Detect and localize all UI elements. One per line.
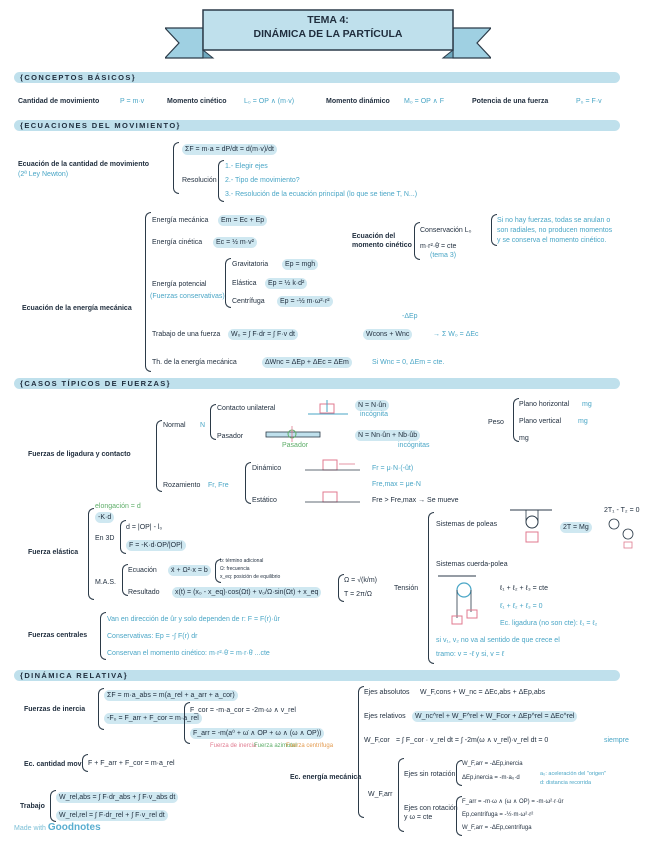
brace [225,258,231,308]
inercia-f2: -F₀ = F_arr + F_cor = m·a_rel [104,713,202,724]
normal-sym: N [200,422,206,429]
f-arr: F_arr = -m(a⁰ + ω̇ ∧ OP + ω ∧ (ω ∧ OP)) [190,728,324,739]
cp-nota-2: tramo: v = -ℓ̇ y si, v = ℓ̇ [436,651,504,658]
tension-label: Tensión [394,585,419,592]
ejes-absolutos: Ejes absolutos [364,689,410,696]
cuerda-polea: Sistemas cuerda-polea [436,561,508,568]
inercia-label: Fuerzas de inercia [24,706,86,713]
brace [50,790,56,822]
fuerzas-conservativas: (Fuerzas conservativas) [150,293,225,300]
dinamico-f2: Fre,max = μe·N [372,481,421,488]
ec-energia-label: Ecuación de la energía mecánica [22,305,132,312]
energia-mecanica-f: Em = Ec + Ep [218,215,267,226]
periodo-f1: Ω = √(k/m) [344,577,377,584]
brace [218,160,224,202]
estatico-f: Fre > Fre,max → Se mueve [372,497,459,504]
sin-rot-f1: W_F,arr = -ΔEp,inercia [462,761,523,767]
ec-cantidad-sub: (2ª Ley Newton) [18,171,69,178]
ec-momento-label [352,232,416,250]
siempre: siempre [604,737,629,744]
friction-dynamic-diagram [305,454,360,476]
wcor-f: = ∫ F_cor · v_rel dt = ∫ -2m(ω ∧ v_rel)·v_rel dt = 0 [396,737,549,744]
elongacion: elongación = d [95,503,141,510]
cantidad-formula: P = m·v [120,98,145,105]
resolucion-label: Resolución [182,177,217,184]
brace [100,612,106,660]
centrales-label: Fuerzas centrales [28,632,88,639]
conservacion-f: m·r²·θ̇ = cte [420,243,457,250]
contact-block-diagram [308,398,348,420]
peso-label: Peso [488,419,504,426]
ejes-relativos: Ejes relativos [364,713,406,720]
momento-cinetico-formula: L₀ = OP ∧ (m·v) [244,98,295,105]
ejes-relativos-f: W_nc^rel + W_F^rel + W_Fcor + ΔEp^rel = ΔEc^rel [412,711,577,722]
incognitas: incógnitas [398,442,430,449]
periodo-f2: T = 2π/Ω [344,591,373,598]
plano-v-mg: mg [578,418,588,425]
cantidad-label: Cantidad de movimiento [18,98,100,105]
ec-cantidad-formula: ΣF = m·a = dP/dt = d(m·v)/dt [182,144,277,155]
poleas-f2: 2T₁ - T₂ = 0 [604,507,640,514]
central-1: Van en dirección de ûr y solo dependen de r: F = F(r)·ûr [107,616,280,623]
elastica-label: Fuerza elástica [28,549,79,556]
conservacion: Conservación L₀ [420,227,472,234]
cp-nota-1: si v₁, v₂ no va al sentido de que crece el [436,637,560,644]
conservacion-nota-3: y se conserva el momento cinético. [497,237,607,244]
en3d-f2: F = -K·d·OP/|OP| [126,540,186,551]
trabajo-rel-f2: W_rel,rel = ∫ F·dr_rel + ∫ F·v_rel dt [56,810,168,821]
trabajo-f2: Wcons + Wnc [363,329,412,340]
teorema-f: ΔWnc = ΔEp + ΔEc = ΔEm [262,357,352,368]
normal: Normal [163,422,186,429]
rozamiento: Rozamiento [163,482,201,489]
sin-rot-f3: a₀: aceleración del "origen" [540,771,607,777]
rope-pulley-diagram [436,572,496,626]
plano-h: Plano horizontal [519,401,570,408]
brace [245,462,251,504]
sub-k: b: término adicional [220,558,264,564]
section-casos: {CASOS TÍPICOS DE FUERZAS} [14,378,620,389]
en3d-f1: d = |OP| - l₀ [126,524,163,531]
pasador-tag: Pasador [282,442,309,449]
wfarr: W_F,arr [368,791,393,798]
brace [173,142,179,194]
centrifuga: Centrífuga [232,298,265,305]
title-line-2: DINÁMICA DE LA PARTÍCULA [253,28,403,40]
rot-f1: F_arr = -m·ω ∧ (ω ∧ OP) = -m·ω²·r·ûr [462,799,564,805]
pulley-2-diagram [604,514,640,550]
trabajo-rel-f1: W_rel,abs = ∫ F·dr_abs + ∫ F·v_abs dt [56,792,178,803]
brace [88,508,94,600]
resultado: Resultado [128,589,160,596]
ecuacion-f: ẍ + Ω²·x = b [168,565,211,576]
kd: -K·d [95,512,114,523]
ec-cantidad-rel: Ec. cantidad mov [24,761,82,768]
cp-f3: Ec. ligadura (no son cte): ℓ₁ = ℓ₂ [500,620,598,627]
trabajo-label: Trabajo [20,803,45,810]
poleas-f: 2T = Mg [560,522,592,533]
title-line-1: TEMA 4: [307,14,349,26]
sin-rotacion: Ejes sin rotación [404,771,456,778]
footer-brand-name: Goodnotes [47,822,101,833]
sin-rot-f2: ΔEp,inercia = -m·a₀·d [462,775,520,781]
mg: mg [519,435,529,442]
ejes-absolutos-f: W_F,cons + W_nc = ΔEc,abs + ΔEp,abs [420,689,546,696]
tag-traslacion: Fuerza de inercia [210,743,257,749]
plano-v: Plano vertical [519,418,562,425]
central-3: Conservan el momento cinético: m·r²·θ̇ = m·r·θ̇ ...cte [107,650,270,657]
rotacion-sub: y ω = cte [404,814,433,821]
ligadura-label: Fuerzas de ligadura y contacto [28,451,131,458]
resultado-f: x(t) = (x₀ - x_eq)·cos(Ωt) + v₀/Ω·sin(Ωt) + x_eq [172,587,321,598]
teorema-si: Si Wnc = 0, ΔEm = cte. [372,359,445,366]
cp-f2: ℓ̇₁ + ℓ̇₂ + ℓ̇₃ = 0 [500,603,543,610]
trabajo-f4: → Σ W₀ = ΔEc [433,331,479,338]
sistemas-poleas: Sistemas de poleas [436,521,498,528]
tag-arrastre: Fuerza azimutal [254,743,297,749]
brace [210,404,216,440]
energia-cinetica: Energía cinética [152,239,203,246]
section-ecuaciones: {ECUACIONES DEL MOVIMIENTO} [14,120,620,131]
dinamico-f: Fr = μ·N·(-ût) [372,465,414,472]
sin-rot-f4: d: distancia recorrida [540,780,592,786]
plano-h-mg: mg [582,401,592,408]
contacto-f: N = N·ûn [355,400,389,411]
rot-f3: W_F,arr = -ΔEp,centrífuga [462,825,532,831]
momento-cinetico-label: Momento cinético [167,98,227,105]
f-cor: F_cor = -m·a_cor = -2m·ω ∧ v_rel [190,707,296,714]
res-1: 1.- Elegir ejes [225,163,268,170]
energia-cinetica-f: Ec = ½ m·v² [213,237,257,248]
conservacion-nota-1: Si no hay fuerzas, todas se anulan o [497,217,611,224]
section-relativa: {DINÁMICA RELATIVA} [14,670,620,681]
trabajo-f3: -ΔEp [402,313,418,320]
section-conceptos: {CONCEPTOS BÁSICOS} [14,72,620,83]
momento-dinamico-formula: M₀ = OP ∧ F [404,98,444,105]
brace [156,420,162,492]
ec-cantidad-rel-f: F + F_arr + F_cor = m·a_rel [88,760,175,767]
footer-made: Made with [14,825,46,832]
rozamiento-sym: Fr, Fre [208,482,229,489]
cp-f1: ℓ₁ + ℓ₂ + ℓ₃ = cte [500,585,548,592]
energia-mecanica: Energía mecánica [152,217,209,224]
teorema: Th. de la energía mecánica [152,359,237,366]
page-title [203,13,453,41]
pulley-diagram [508,508,556,546]
brace [428,512,434,664]
pasador-f: N = Nn·ûn + Nb·ûb [355,430,420,441]
gravitatoria-f: Ep = mgh [282,259,318,270]
energia-potencial: Energía potencial [152,281,207,288]
pasador: Pasador [217,433,244,440]
inercia-f1: ΣF = m·a_abs = m(a_rel + a_arr + a_cor) [104,690,238,701]
rotacion: Ejes con rotación [404,805,458,812]
conservacion-sub: (tema 3) [430,252,457,259]
ecuacion: Ecuación [128,567,157,574]
brace [358,686,364,818]
sub-xeq: x_eq: posición de equilibrio [220,574,281,580]
ec-momento-text: Ecuación del momento cinético [352,233,412,249]
central-2: Conservativas: Ep = -∫ F(r) dr [107,633,198,640]
mas: M.A.S. [95,579,117,586]
estatico: Estático [252,497,277,504]
sub-omega: Ω: frecuencia [220,566,250,572]
contacto-unilateral: Contacto unilateral [217,405,276,412]
energia-label: Ec. energía mecánica [290,774,362,781]
rot-f2: Ep,centrífuga = -½·m·ω²·r² [462,812,534,818]
elastica-f: Ep = ½ k·d² [265,278,307,289]
friction-static-diagram [305,486,360,508]
potencia-formula: P₀ = F·v [576,98,602,105]
en3d: En 3D [95,535,115,542]
gravitatoria: Gravitatoria [232,261,269,268]
tag-centrifuga: Fuerza centrífuga [286,743,334,749]
res-3: 3.- Resolución de la ecuación principal (lo que se tiene T, N...) [225,191,418,198]
footer-brand [14,822,101,833]
dinamico: Dinámico [252,465,282,472]
trabajo-f: W₀ = ∫ F·dr = ∫ F·v dt [228,329,298,340]
ec-cantidad-label: Ecuación de la cantidad de movimiento [18,161,150,168]
momento-dinamico-label: Momento dinámico [326,98,390,105]
res-2: 2.- Tipo de movimiento? [225,177,300,184]
elastica: Elástica [232,280,257,287]
trabajo: Trabajo de una fuerza [152,331,221,338]
wcor: W_F,cor [364,737,390,744]
potencia-label: Potencia de una fuerza [472,98,549,105]
incognita: incógnita [360,411,389,418]
centrifuga-f: Ep = -½ m·ω²·r² [277,296,333,307]
conservacion-nota-2: son radiales, no producen momentos [497,227,613,234]
